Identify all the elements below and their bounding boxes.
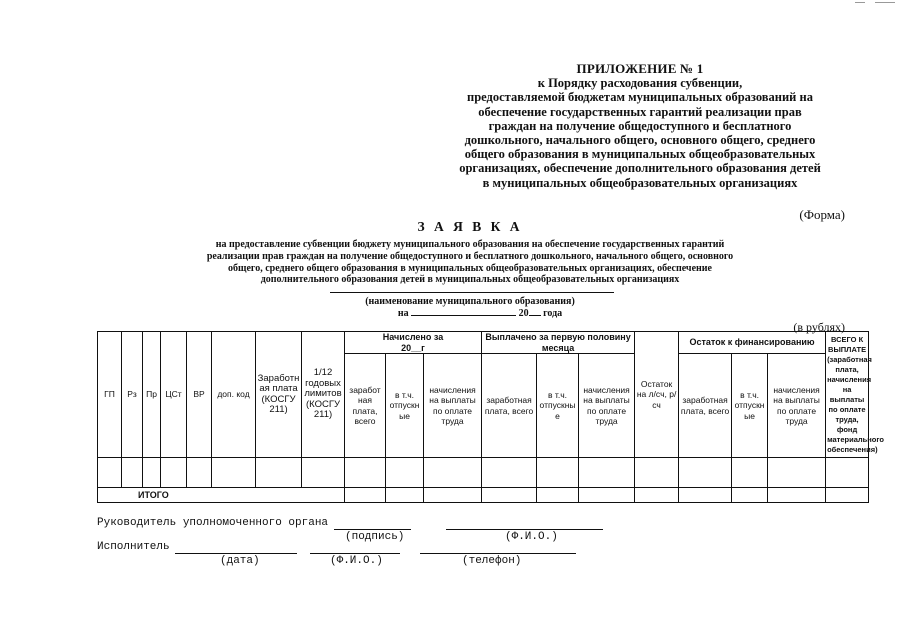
purpose-line: реализации прав граждан на получение общедоступного и бесплатного дошкольного, начального общего, основного xyxy=(206,250,734,262)
scan-mark xyxy=(855,2,865,3)
executor-phone-field[interactable] xyxy=(420,553,576,554)
sub-remaining-salary: заработная плата, всего xyxy=(679,354,732,458)
group-paid: Выплачено за первую половину месяца xyxy=(482,332,635,354)
cell[interactable] xyxy=(187,458,212,488)
sub-paid-salary: заработная плата, всего xyxy=(482,354,537,458)
form-label: (Форма) xyxy=(799,207,845,222)
signature-caption: (подпись) xyxy=(345,531,405,543)
cell[interactable] xyxy=(386,458,424,488)
cell[interactable] xyxy=(482,458,537,488)
cell[interactable] xyxy=(161,458,187,488)
cell[interactable] xyxy=(826,458,869,488)
cell[interactable] xyxy=(143,458,161,488)
head-fio-field[interactable] xyxy=(446,529,603,530)
cell[interactable] xyxy=(212,458,256,488)
total-cell[interactable] xyxy=(482,488,537,503)
purpose-line: дополнительного образования детей в муниципальных общеобразовательных организациях xyxy=(260,274,680,286)
cell[interactable] xyxy=(122,458,143,488)
total-cell[interactable] xyxy=(579,488,635,503)
col-balance: Остаток на л/сч, р/сч xyxy=(635,332,679,458)
request-table xyxy=(97,331,884,503)
executor-date-field[interactable] xyxy=(175,553,297,554)
col-pr: Пр xyxy=(143,332,161,458)
currency-note: (в рублях) xyxy=(793,320,845,334)
sub-paid-charges: начисления на выплаты по оплате труда xyxy=(579,354,635,458)
group-remaining: Остаток к финансированию xyxy=(679,332,826,354)
total-cell[interactable] xyxy=(635,488,679,503)
cell[interactable] xyxy=(345,458,386,488)
appendix-line: в муниципальных общеобразовательных организациях xyxy=(482,175,798,190)
year-suffix: года xyxy=(543,308,563,319)
scan-mark xyxy=(875,2,895,3)
cell[interactable] xyxy=(579,458,635,488)
col-rz: Рз xyxy=(122,332,143,458)
cell[interactable] xyxy=(537,458,579,488)
group-accrued-label: Начислено за xyxy=(382,332,444,342)
total-row xyxy=(98,488,869,503)
group-accrued xyxy=(345,332,482,354)
appendix-line: дошкольного, начального общего, основного общего, среднего xyxy=(464,133,816,148)
cell[interactable] xyxy=(679,458,732,488)
total-label: ИТОГО xyxy=(98,488,345,503)
cell[interactable] xyxy=(98,458,122,488)
year-number: 20 xyxy=(518,308,529,319)
total-cell[interactable] xyxy=(826,488,869,503)
appendix-line: предоставляемой бюджетам муниципальных образований на xyxy=(467,90,813,105)
cell[interactable] xyxy=(302,458,345,488)
purpose-line: на предоставление субвенции бюджету муниципального образования на обеспечение государственных гарантий xyxy=(215,239,725,250)
fio-caption-2: (Ф.И.О.) xyxy=(330,555,383,567)
total-cell[interactable] xyxy=(345,488,386,503)
document-purpose xyxy=(175,239,765,286)
col-dop-code: доп. код xyxy=(212,332,256,458)
total-cell[interactable] xyxy=(386,488,424,503)
appendix-line: граждан на получение общедоступного и бесплатного xyxy=(488,118,792,133)
appendix-line: к Порядку расходования субвенции, xyxy=(537,76,743,91)
cell[interactable] xyxy=(424,458,482,488)
cell[interactable] xyxy=(768,458,826,488)
col-total-payout: ВСЕГО К ВЫПЛАТЕ (заработная плата, начисления на выплаты по оплате труда, фонд материального обеспечения) xyxy=(826,332,869,458)
col-gp: ГП xyxy=(98,332,122,458)
head-signature-field[interactable] xyxy=(334,529,411,530)
municipality-caption: (наименование муниципального образования) xyxy=(365,296,575,307)
total-cell[interactable] xyxy=(732,488,768,503)
total-cell[interactable] xyxy=(424,488,482,503)
sub-remaining-vacation: в т.ч. отпускн ые xyxy=(732,354,768,458)
phone-caption: (телефон) xyxy=(462,555,522,567)
sub-accrued-charges: начисления на выплаты по оплате труда xyxy=(424,354,482,458)
date-caption: (дата) xyxy=(220,555,260,567)
date-field[interactable] xyxy=(411,306,516,316)
document-title: З А Я В К А xyxy=(417,219,523,234)
year-prefix: на xyxy=(397,308,409,319)
appendix-line: организациях, обеспечение дополнительного образования детей xyxy=(459,161,821,176)
sub-accrued-vacation: в т.ч. отпускн ые xyxy=(386,354,424,458)
municipality-field[interactable] xyxy=(330,292,614,293)
executor-label: Исполнитель xyxy=(97,541,170,553)
col-salary-kosgu: Заработн ая плата (КОСГУ 211) xyxy=(256,332,302,458)
purpose-line: общего, среднего общего образования в муниципальных общеобразовательных организациях, обеспечение xyxy=(228,262,712,274)
appendix-line: общего образования в муниципальных общеобразовательных xyxy=(464,147,816,162)
appendix-title: ПРИЛОЖЕНИЕ № 1 xyxy=(576,61,704,76)
total-cell[interactable] xyxy=(768,488,826,503)
col-limits: 1/12 годовых лимитов (КОСГУ 211) xyxy=(302,332,345,458)
fio-caption: (Ф.И.О.) xyxy=(505,531,558,543)
total-cell[interactable] xyxy=(537,488,579,503)
col-vr: ВР xyxy=(187,332,212,458)
sub-accrued-salary: заработ ная плата, всего xyxy=(345,354,386,458)
col-tss: ЦСт xyxy=(161,332,187,458)
appendix-line: обеспечение государственных гарантий реализации прав xyxy=(478,104,802,119)
sub-paid-vacation: в т.ч. отпускны е xyxy=(537,354,579,458)
table-row xyxy=(98,458,869,488)
year-line xyxy=(300,306,660,319)
year-field[interactable] xyxy=(529,306,541,316)
cell[interactable] xyxy=(256,458,302,488)
executor-fio-field[interactable] xyxy=(310,553,400,554)
head-label: Руководитель уполномоченного органа xyxy=(97,517,329,529)
sub-remaining-charges: начисления на выплаты по оплате труда xyxy=(768,354,826,458)
cell[interactable] xyxy=(732,458,768,488)
appendix-header xyxy=(420,62,860,190)
total-cell[interactable] xyxy=(679,488,732,503)
group-accrued-year: 20__г xyxy=(401,342,425,353)
cell[interactable] xyxy=(635,458,679,488)
